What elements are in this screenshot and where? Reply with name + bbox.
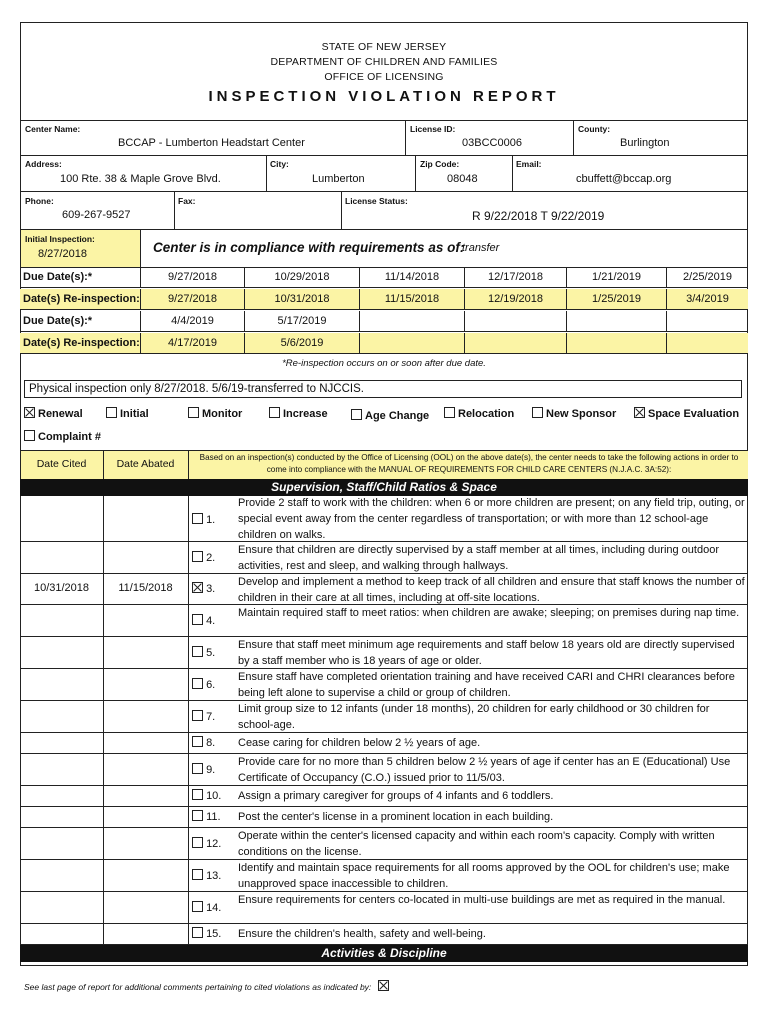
violation-row — [20, 637, 748, 669]
compliance-value: transfer — [462, 242, 500, 254]
schedule-cell: 9/27/2018 — [140, 289, 244, 310]
violation-num-label: 6. — [206, 679, 216, 691]
reinspection-label: Date(s) Re-inspection: — [23, 337, 140, 349]
license-status-label: License Status: — [345, 196, 408, 206]
violation-text: Ensure staff have completed orientation training and have received CARI and CHRI clearances before being left alone to supervise a child or group of children. — [238, 671, 735, 699]
divider — [341, 191, 342, 229]
schedule-cell: 11/15/2018 — [359, 289, 464, 310]
violation-row — [20, 733, 748, 754]
violation-text: Develop and implement a method to keep track of all children and ensure that staff knows the number of children in their care at all times, including at off-site locations. — [238, 576, 745, 604]
violation-num-label: 1. — [206, 514, 216, 526]
violation-text: Ensure that staff meet minimum age requirements and staff below 18 years old are directly supervised by a staff member who is 18 years of age or older. — [238, 639, 735, 667]
category-increase[interactable] — [269, 407, 328, 420]
due-dates-label: Due Date(s):* — [23, 271, 93, 283]
section-header-supervision: Supervision, Staff/Child Ratios & Space — [20, 479, 748, 496]
license-id-value: 03BCC0006 — [462, 137, 522, 149]
category-label: Monitor — [202, 408, 243, 420]
category-renewal[interactable] — [24, 407, 83, 420]
checkbox-icon[interactable] — [106, 407, 117, 418]
violation-number[interactable] — [192, 513, 236, 526]
violation-row — [20, 924, 748, 945]
violation-row — [20, 605, 748, 637]
violation-num-label: 5. — [206, 647, 216, 659]
checked-box-icon[interactable] — [192, 582, 203, 593]
violation-number[interactable] — [192, 789, 236, 802]
header-department: DEPARTMENT OF CHILDREN AND FAMILIES — [270, 56, 498, 68]
phone-value: 609-267-9527 — [62, 209, 131, 221]
divider — [140, 229, 141, 267]
checkbox-icon[interactable] — [192, 736, 203, 747]
violation-text: Ensure requirements for centers co-located in multi-use buildings are met as required in the manual. — [238, 894, 726, 906]
schedule-cell: 5/6/2019 — [244, 333, 359, 354]
violation-num-label: 7. — [206, 711, 216, 723]
violation-text: Provide care for no more than 5 children below 2 ½ years of age if center has an E (Educational) Use Certificate of Occupancy (C.O.) issued prior to 11/5/03. — [238, 756, 731, 784]
checkbox-icon[interactable] — [532, 407, 543, 418]
schedule-cell: 12/17/2018 — [464, 267, 566, 288]
due-dates-row — [20, 267, 748, 288]
violation-text: Limit group size to 12 infants (under 18 months), 20 children for early childhood or 30 children for school-age. — [238, 703, 710, 731]
footer-note — [24, 980, 389, 992]
category-label: Complaint # — [38, 431, 101, 443]
date-cited-header: Date Cited — [36, 458, 87, 470]
center-name-label: Center Name: — [25, 124, 81, 134]
category-age-change[interactable] — [351, 409, 429, 422]
schedule-cell: 9/27/2018 — [140, 267, 244, 288]
checkbox-icon[interactable] — [188, 407, 199, 418]
violation-row — [20, 669, 748, 701]
divider — [266, 155, 267, 191]
reinspection-label: Date(s) Re-inspection: — [23, 293, 140, 305]
checked-box-icon[interactable] — [24, 407, 35, 418]
violation-num-label: 15. — [206, 928, 222, 940]
violation-number[interactable] — [192, 551, 236, 564]
checkbox-icon[interactable] — [192, 901, 203, 912]
category-label: Space Evaluation — [648, 408, 740, 420]
category-space-evaluation[interactable] — [634, 407, 739, 420]
violation-num-label: 11. — [206, 811, 221, 823]
violation-row — [20, 807, 748, 828]
city-label: City: — [270, 159, 289, 169]
city-value: Lumberton — [312, 173, 365, 185]
violation-text: Ensure that children are directly supervised by a staff member at all times, including during outdoor activities, rest and sleep, and walking through hallways. — [238, 544, 719, 572]
checkbox-icon[interactable] — [192, 551, 203, 562]
address-value: 100 Rte. 38 & Maple Grove Blvd. — [60, 173, 221, 185]
initial-inspection-value: 8/27/2018 — [38, 248, 87, 260]
checkbox-icon[interactable] — [192, 763, 203, 774]
checkbox-icon[interactable] — [351, 409, 362, 420]
violation-number[interactable] — [192, 710, 236, 723]
category-label: Age Change — [365, 410, 430, 422]
checkbox-icon[interactable] — [192, 614, 203, 625]
report-header — [20, 40, 748, 105]
schedule-cell: 1/25/2019 — [566, 289, 666, 310]
violation-number[interactable] — [192, 763, 236, 776]
phone-label: Phone: — [25, 196, 54, 206]
category-monitor[interactable] — [188, 407, 242, 420]
zip-label: Zip Code: — [420, 159, 460, 169]
checkbox-icon[interactable] — [444, 407, 455, 418]
violation-num-label: 9. — [206, 764, 216, 776]
violation-row — [20, 860, 748, 892]
section-header-activities: Activities & Discipline — [20, 945, 748, 962]
header-state: STATE OF NEW JERSEY — [321, 41, 447, 53]
violation-num-label: 13. — [206, 870, 222, 882]
initial-inspection-label: Initial Inspection: — [25, 234, 95, 244]
violation-num-label: 12. — [206, 838, 222, 850]
schedule-cell: 4/4/2019 — [140, 311, 244, 332]
violation-num-label: 3. — [206, 583, 216, 595]
divider — [174, 191, 175, 229]
checkbox-icon[interactable] — [192, 837, 203, 848]
header-office: OFFICE OF LICENSING — [324, 71, 444, 83]
checkbox-icon[interactable] — [192, 513, 203, 524]
violation-number[interactable] — [192, 646, 236, 659]
compliance-label: Center is in compliance with requirements as of: — [153, 240, 465, 255]
center-name-value: BCCAP - Lumberton Headstart Center — [118, 137, 305, 149]
violation-text: Operate within the center's licensed capacity and within each room's capacity. Comply with written conditions on the license. — [238, 830, 715, 858]
category-label: Initial — [120, 408, 149, 420]
checkbox-icon[interactable] — [192, 927, 203, 938]
reinspection-row-2 — [20, 333, 748, 354]
violation-number[interactable] — [192, 927, 236, 940]
schedule-cell — [359, 311, 464, 332]
category-label: Increase — [283, 408, 328, 420]
violation-row — [20, 701, 748, 733]
schedule-cell: 11/14/2018 — [359, 267, 464, 288]
reinspection-note: *Re-inspection occurs on or soon after due date. — [282, 358, 486, 369]
schedule-cell: 5/17/2019 — [244, 311, 359, 332]
divider — [188, 496, 189, 945]
date-abated-cell: 11/15/2018 — [118, 582, 173, 594]
schedule-cell — [566, 333, 666, 354]
violation-num-label: 2. — [206, 552, 216, 564]
divider — [573, 120, 574, 155]
checkbox-icon[interactable] — [192, 710, 203, 721]
violation-number[interactable] — [192, 736, 236, 749]
county-label: County: — [578, 124, 611, 134]
license-status-value: R 9/22/2018 T 9/22/2019 — [472, 209, 605, 223]
divider — [20, 191, 748, 192]
schedule-cell: 4/17/2019 — [140, 333, 244, 354]
divider — [20, 120, 748, 121]
violation-num-label: 8. — [206, 737, 216, 749]
checkbox-icon[interactable] — [192, 646, 203, 657]
report-title: INSPECTION VIOLATION REPORT — [208, 88, 560, 105]
violation-number[interactable] — [192, 869, 236, 882]
checkbox-icon[interactable] — [269, 407, 280, 418]
fax-label: Fax: — [178, 196, 196, 206]
violation-text: Assign a primary caregiver for groups of 4 infants and 6 toddlers. — [238, 790, 554, 802]
category-label: New Sponsor — [546, 408, 617, 420]
divider — [188, 450, 189, 479]
divider — [415, 155, 416, 191]
violation-number[interactable] — [192, 678, 236, 691]
violation-num-label: 10. — [206, 790, 222, 802]
schedule-cell — [566, 311, 666, 332]
reinspection-row — [20, 289, 748, 310]
schedule-cell — [666, 311, 748, 332]
violation-row — [20, 754, 748, 786]
license-id-label: License ID: — [410, 124, 456, 134]
violation-text: Maintain required staff to meet ratios: when children are awake; sleeping; on premises during nap time. — [238, 607, 740, 619]
violation-text: Provide 2 staff to work with the children: when 6 or more children are present; on any field trip, outing, or special event away from the center regardless of transportation; or with more than 12 school-age children on walks. — [238, 497, 745, 541]
violation-row — [20, 828, 748, 860]
date-abated-header: Date Abated — [116, 458, 175, 470]
category-complaint[interactable] — [24, 430, 101, 443]
email-label: Email: — [516, 159, 542, 169]
category-label: Renewal — [38, 408, 83, 420]
violation-text: Ensure the children's health, safety and well-being. — [238, 928, 486, 940]
category-new-sponsor[interactable] — [532, 407, 616, 420]
violation-text: Identify and maintain space requirements for all rooms approved by the OOL for children's use; make unapproved space inaccessible to children. — [238, 862, 730, 890]
schedule-cell — [464, 333, 566, 354]
category-relocation[interactable] — [444, 407, 514, 420]
due-dates-row-2 — [20, 311, 748, 332]
email-value: cbuffett@bccap.org — [576, 173, 672, 185]
checkbox-icon[interactable] — [192, 678, 203, 689]
address-label: Address: — [25, 159, 62, 169]
violation-row — [20, 892, 748, 924]
violation-row — [20, 786, 748, 807]
footer-text: See last page of report for additional comments pertaining to cited violations as indicated by: — [24, 982, 372, 992]
schedule-cell — [359, 333, 464, 354]
schedule-cell: 10/29/2018 — [244, 267, 359, 288]
county-value: Burlington — [620, 137, 670, 149]
checked-box-icon — [378, 980, 389, 991]
divider — [512, 155, 513, 191]
category-label: Relocation — [458, 408, 515, 420]
violation-number[interactable] — [192, 614, 236, 627]
violation-row — [20, 496, 748, 542]
checkbox-icon[interactable] — [24, 430, 35, 441]
schedule-cell — [666, 333, 748, 354]
zip-value: 08048 — [447, 173, 478, 185]
violation-number[interactable] — [192, 901, 236, 914]
violation-number[interactable] — [192, 582, 236, 595]
schedule-cell: 1/21/2019 — [566, 267, 666, 288]
divider — [20, 155, 748, 156]
violation-num-label: 4. — [206, 615, 216, 627]
violation-row — [20, 542, 748, 574]
intro-text: Based on an inspection(s) conducted by the Office of Licensing (OOL) on the above date(s), the center needs to take the following actions in order to come into compliance with the MANUAL OF REQUIREMENTS FOR CHILD CARE CENTERS (N.J.A.C. 3A:52): — [199, 453, 739, 474]
schedule-cell — [464, 311, 566, 332]
checkbox-icon[interactable] — [192, 810, 203, 821]
schedule-cell: 10/31/2018 — [244, 289, 359, 310]
date-cited-cell: 10/31/2018 — [33, 582, 90, 594]
due-dates-label: Due Date(s):* — [23, 315, 93, 327]
checkbox-icon[interactable] — [192, 789, 203, 800]
violation-row — [20, 574, 748, 605]
divider — [405, 120, 406, 155]
violation-number[interactable] — [192, 810, 236, 823]
category-initial[interactable] — [106, 407, 149, 420]
violation-num-label: 14. — [206, 902, 222, 914]
checked-box-icon[interactable] — [634, 407, 645, 418]
divider — [103, 496, 104, 945]
violation-number[interactable] — [192, 837, 236, 850]
schedule-cell: 12/19/2018 — [464, 289, 566, 310]
schedule-cell: 2/25/2019 — [666, 267, 748, 288]
violation-text: Post the center's license in a prominent location in each building. — [238, 811, 554, 823]
schedule-cell: 3/4/2019 — [666, 289, 748, 310]
divider — [20, 450, 748, 451]
violation-text: Cease caring for children below 2 ½ years of age. — [238, 737, 481, 749]
comments-box[interactable]: Physical inspection only 8/27/2018. 5/6/19-transferred to NJCCIS. — [24, 380, 742, 398]
checkbox-icon[interactable] — [192, 869, 203, 880]
